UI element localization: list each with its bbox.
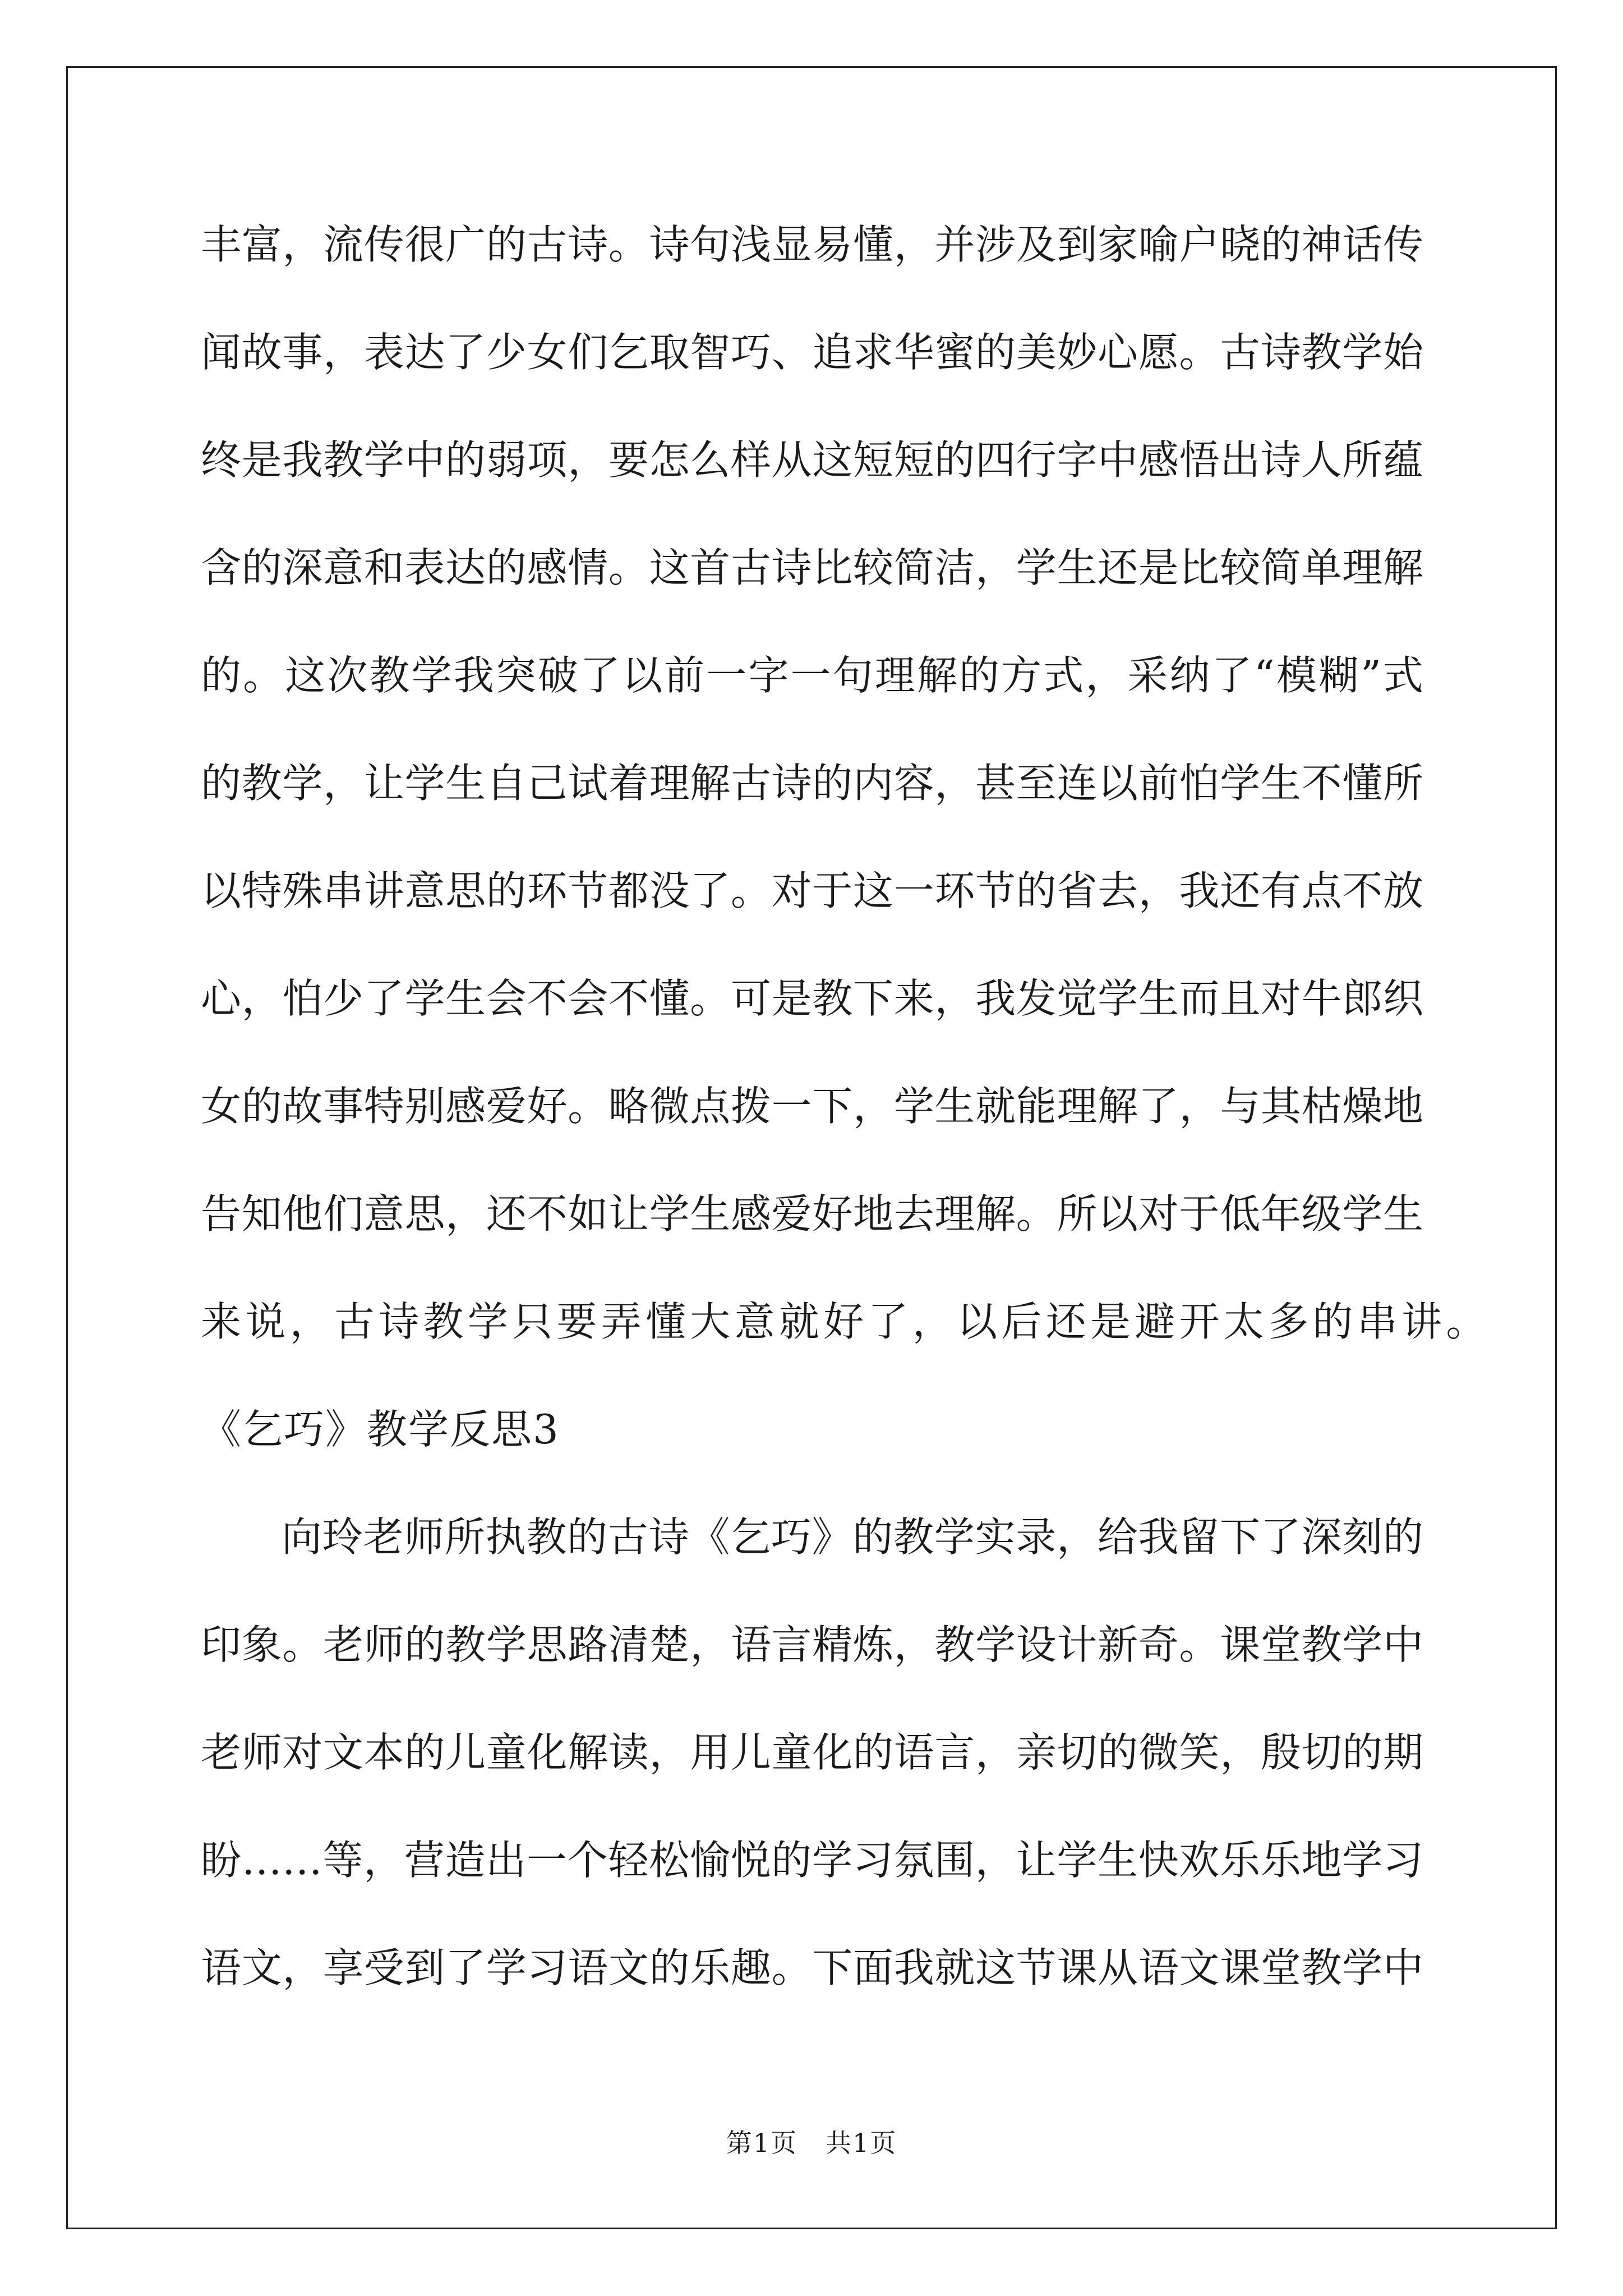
text-line: 向玲老师所执教的古诗《乞巧》的教学实录，给我留下了深刻的 xyxy=(282,1513,1423,1561)
text-line: 丰富，流传很广的古诗。诗句浅显易懂，并涉及到家喻户晓的神话传 xyxy=(201,221,1423,268)
text-line: 来说，古诗教学只要弄懂大意就好了，以后还是避开太多的串讲。 xyxy=(201,1298,1491,1345)
page-footer xyxy=(0,2126,1623,2160)
section-title: 《乞巧》教学反思3 xyxy=(201,1406,560,1453)
paragraph xyxy=(201,1507,1423,2045)
text-line: 老师对文本的儿童化解读，用儿童化的语言，亲切的微笑，殷切的期 xyxy=(201,1729,1423,1776)
text-line: 盼……等，营造出一个轻松愉悦的学习氛围，让学生快欢乐乐地学习 xyxy=(201,1837,1423,1884)
page-number: 第1页 xyxy=(726,2128,798,2158)
page-total: 共1页 xyxy=(825,2128,897,2158)
text-line: 的教学，让学生自己试着理解古诗的内容，甚至连以前怕学生不懂所 xyxy=(201,760,1423,807)
text-line: 印象。老师的教学思路清楚，语言精炼，教学设计新奇。课堂教学中 xyxy=(201,1621,1423,1668)
text-line: 心，怕少了学生会不会不懂。可是教下来，我发觉学生而且对牛郎织 xyxy=(201,975,1423,1022)
text-line: 闻故事，表达了少女们乞取智巧、追求华蜜的美妙心愿。古诗教学始 xyxy=(201,329,1423,376)
document-body xyxy=(201,214,1491,2045)
text-line: 的。这次教学我突破了以前一字一句理解的方式，采纳了“模糊”式 xyxy=(201,652,1423,699)
text-line: 语文，享受到了学习语文的乐趣。下面我就这节课从语文课堂教学中 xyxy=(201,1944,1423,1991)
text-line: 女的故事特别感爱好。略微点拨一下，学生就能理解了，与其枯燥地 xyxy=(201,1083,1423,1130)
text-line: 告知他们意思，还不如让学生感爱好地去理解。所以对于低年级学生 xyxy=(201,1190,1423,1237)
paragraph xyxy=(201,214,1491,1399)
text-line: 终是我教学中的弱项，要怎么样从这短短的四行字中感悟出诗人所蕴 xyxy=(201,436,1423,484)
text-line: 含的深意和表达的感情。这首古诗比较简洁，学生还是比较简单理解 xyxy=(201,544,1423,591)
text-line: 以特殊串讲意思的环节都没了。对于这一环节的省去，我还有点不放 xyxy=(201,867,1423,914)
